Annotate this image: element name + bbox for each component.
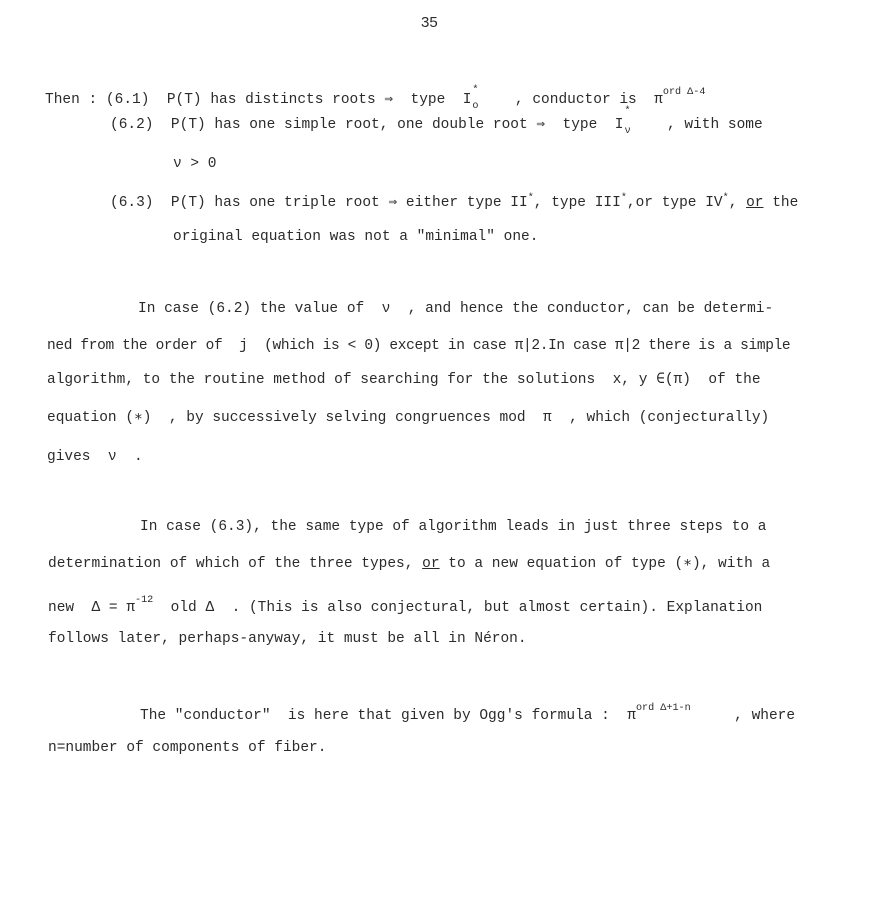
case-6-1-lead: Then : (6.1) — [45, 92, 150, 108]
para1-line1: In case (6.2) the value of ν , and hence the conductor, can be determi- — [138, 301, 774, 317]
para3-line2: n=number of components of fiber. — [48, 740, 327, 756]
case-6-2-num: (6.2) — [110, 117, 154, 133]
para1-line2: ned from the order of j (which is < 0) except in case π|2.In case π|2 there is a simple — [47, 338, 791, 354]
or-underlined: or — [746, 194, 764, 211]
case-6-1-tail: , conductor is — [506, 92, 637, 108]
para1-line3: algorithm, to the routine method of searching for the solutions x, y ∈(π) of the — [47, 372, 761, 388]
case-6-1 — [45, 84, 706, 112]
pi-ord-delta-4: $\pi^{ord \Delta-4}$ — [654, 87, 706, 108]
type-i-nu: I * ν — [614, 106, 631, 137]
case-6-3-text: P(T) has one triple root ⇒ either type II — [170, 194, 528, 211]
para1-line4: equation (∗) , by successively selving congruences mod π , which (conjecturally) — [47, 410, 770, 426]
pi-ord-delta-1-n: $\pi^{ord \Delta+1-n}$ — [627, 703, 691, 724]
exp-minus-12: -12 — [135, 595, 154, 606]
case-6-2-continuation: ν > 0 — [173, 156, 217, 172]
para1-line5: gives ν . — [47, 449, 143, 465]
or-underlined-2: or — [422, 556, 440, 572]
type-i-o: I * o — [462, 85, 479, 112]
case-6-3-continuation: original equation was not a "minimal" one. — [173, 229, 539, 245]
case-6-2-text: P(T) has one simple root, one double root ⇒ type — [170, 117, 598, 133]
case-6-2-tail: , with some — [658, 117, 763, 133]
case-6-3-num: (6.3) — [110, 194, 154, 211]
case-6-3: (6.3) P(T) has one triple root ⇒ either type II*, type III*,or type IV*, or the — [110, 193, 799, 211]
para2-line4: follows later, perhaps-anyway, it must be all in Néron. — [48, 631, 527, 647]
case-6-2 — [110, 106, 763, 137]
para2-line2: determination of which of the three types, or to a new equation of type (∗), with a — [48, 556, 771, 572]
para2-line3: new $\Delta = \pi^{-12}$ old Δ . (This is also conjectural, but almost certain). Explanation — [48, 595, 763, 616]
para2-line1: In case (6.3), the same type of algorithm leads in just three steps to a — [140, 519, 767, 535]
para3-line1: The "conductor" is here that given by Ogg's formula : $\pi^{ord \Delta+1-n}$ , where — [140, 703, 796, 724]
page-number: 35 — [421, 14, 438, 31]
case-6-1-text: P(T) has distincts roots ⇒ type — [166, 92, 446, 108]
